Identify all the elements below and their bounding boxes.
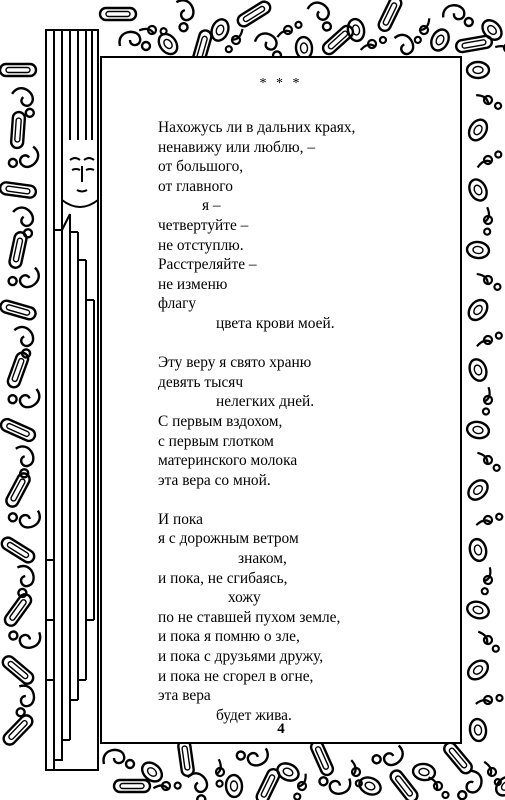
ornament-loop <box>236 0 273 29</box>
ornament-loop <box>465 599 491 621</box>
ornament-loop <box>361 33 387 54</box>
ornament-loop <box>138 759 165 786</box>
ornament-loop <box>139 17 168 44</box>
ornament-loop <box>15 685 35 716</box>
poem-line: флагу <box>158 295 197 313</box>
ornament-loop <box>476 688 504 712</box>
stanza-gap <box>158 334 458 354</box>
ornament-loop <box>0 299 37 320</box>
ornament-loop <box>478 628 499 654</box>
ornament-loop <box>104 750 134 768</box>
poem-line: и пока, не сгибаясь, <box>158 569 288 587</box>
ornament-loop <box>155 30 181 57</box>
ornament-loop <box>236 744 270 770</box>
ornament-left <box>0 64 43 747</box>
poem-line: хожу <box>228 589 261 607</box>
poem-line: знаком, <box>238 550 287 568</box>
poem-line: цвета крови моей. <box>216 314 335 332</box>
ornament-loop <box>9 628 41 650</box>
poem-line: я с дорожным ветром <box>158 530 299 548</box>
ornament-loop <box>478 150 502 168</box>
page-number: 4 <box>277 721 285 737</box>
ornament-loop <box>476 509 503 531</box>
poem-line: четвертуйте – <box>158 216 249 234</box>
ornament-loop <box>277 20 301 39</box>
poem-line: эта вера со мной. <box>158 471 271 489</box>
poem-line: будет жива. <box>216 706 292 724</box>
ornament-loop <box>309 739 335 777</box>
ornament-loop <box>466 177 490 204</box>
ornament-loop <box>319 775 351 796</box>
ornament-loop <box>321 23 356 56</box>
ornament-loop <box>206 759 233 788</box>
poem-line: и пока я помню о зле, <box>158 628 300 646</box>
ornament-loop <box>377 0 404 33</box>
ornament-loop <box>477 267 502 295</box>
ornament-loop <box>477 448 500 475</box>
ornament-right <box>464 62 503 742</box>
stanza-gap <box>158 490 458 510</box>
ornament-loop <box>442 3 475 26</box>
poem-line: я – <box>202 197 221 215</box>
page-frame <box>100 56 462 744</box>
ornament-loop <box>0 64 36 76</box>
ornament-loop <box>7 385 42 414</box>
ornament-loop <box>7 264 42 295</box>
ornament-loop <box>7 143 42 176</box>
ornament-loop <box>184 769 216 800</box>
ornament-loop <box>0 417 37 443</box>
ornament-loop <box>178 739 195 776</box>
ornament-loop <box>464 657 491 683</box>
poem-line: С первым вздохом, <box>158 412 283 430</box>
poem-line: Нахожусь ли в дальних краях, <box>158 119 356 136</box>
ornament-loop <box>221 29 249 53</box>
poem-line: ненавижу или люблю, – <box>158 138 316 156</box>
poem-text <box>158 118 458 725</box>
poem-line: И пока <box>158 510 203 528</box>
poem-line: Расстреляйте – <box>158 256 257 274</box>
ornament-loop <box>476 87 502 115</box>
ornament-loop <box>3 592 34 628</box>
ornament-loop <box>466 420 491 440</box>
ornament-loop <box>8 507 42 532</box>
ornament-bottom <box>104 739 505 800</box>
poem-line: эта вера <box>158 687 211 705</box>
poem-line: девять тысяч <box>158 373 244 391</box>
poem-line: материнского молока <box>158 452 298 470</box>
poem-line: и пока не сгорел в огне, <box>158 667 314 685</box>
ornament-loop <box>287 774 316 800</box>
ornament-loop <box>0 535 36 564</box>
ornament-loop <box>465 477 492 504</box>
ornament-loop <box>172 0 198 32</box>
ornament-loop <box>465 116 490 143</box>
poem-line: по не ставшей пухом земле, <box>158 608 341 626</box>
ornament-loop <box>0 654 35 686</box>
ornament-loop <box>429 775 449 800</box>
poem-line: Эту веру я свято храню <box>158 354 312 372</box>
ornament-loop <box>428 27 452 54</box>
ornament-loop <box>371 742 406 774</box>
ornament-loop <box>473 387 501 416</box>
ornament-loop <box>305 0 340 32</box>
ornament-loop <box>120 32 150 50</box>
ornament-loop <box>442 740 474 775</box>
ornament-loop <box>474 207 501 236</box>
ornament-loop <box>225 775 242 798</box>
poem-line: и пока с друзьями дружу, <box>158 648 324 666</box>
section-divider-stars: * * * <box>259 76 303 91</box>
ornament-loop <box>457 769 484 800</box>
ornament-loop <box>469 718 488 742</box>
poem-line: не отступлю. <box>158 236 244 254</box>
ornament-loop <box>0 182 37 199</box>
ornament-loop <box>468 537 489 562</box>
ornament-loop <box>153 773 181 799</box>
ornament-loop <box>100 8 136 20</box>
figure-illustration <box>46 30 98 770</box>
ornament-loop <box>466 241 490 259</box>
poem-line: не изменю <box>158 275 228 293</box>
ornament-loop <box>467 357 490 383</box>
ornament-loop <box>11 112 25 149</box>
ornament-loop <box>467 62 489 78</box>
ornament-loop <box>345 760 368 787</box>
ornament-loop <box>1 713 35 747</box>
poem-line: с первым глотком <box>158 432 274 450</box>
ornament-loop <box>388 768 420 800</box>
ornament-loop <box>473 567 501 595</box>
ornament-loop <box>465 296 491 323</box>
poem-line: нелегких дней. <box>216 393 315 411</box>
poem-line: от большого, <box>158 158 244 176</box>
ornament-loop <box>114 780 150 792</box>
poem-line: от главного <box>158 177 233 195</box>
ornament-loop <box>357 774 384 797</box>
ornament-loop <box>13 564 37 597</box>
ornament-loop <box>477 330 502 350</box>
